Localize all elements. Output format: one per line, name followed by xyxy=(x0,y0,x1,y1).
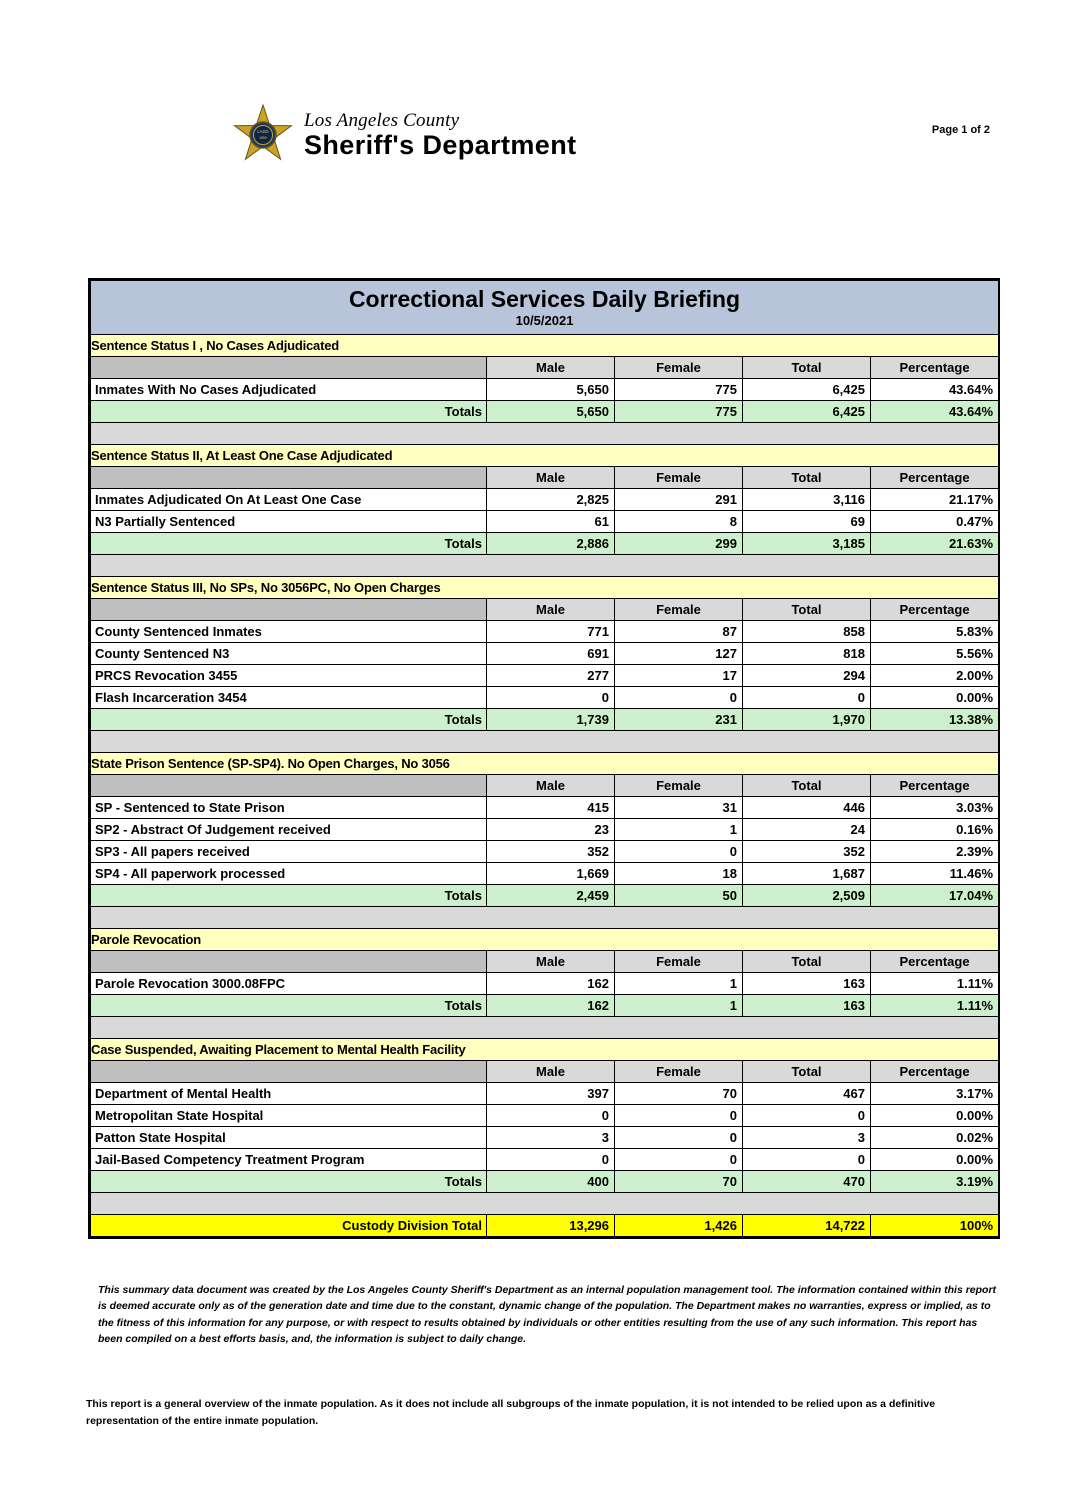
totals-female: 70 xyxy=(615,1170,743,1192)
section-heading xyxy=(91,444,999,466)
column-header-male: Male xyxy=(487,774,615,796)
section-spacer xyxy=(91,730,999,752)
totals-percentage: 21.63% xyxy=(871,532,999,554)
row-percentage: 2.39% xyxy=(871,840,999,862)
row-percentage: 0.16% xyxy=(871,818,999,840)
row-total: 446 xyxy=(743,796,871,818)
row-percentage: 5.56% xyxy=(871,642,999,664)
column-header-total: Total xyxy=(743,1060,871,1082)
row-male: 352 xyxy=(487,840,615,862)
row-percentage: 0.47% xyxy=(871,510,999,532)
totals-female: 775 xyxy=(615,400,743,422)
section-heading xyxy=(91,334,999,356)
column-header-male: Male xyxy=(487,466,615,488)
row-total: 294 xyxy=(743,664,871,686)
totals-total: 3,185 xyxy=(743,532,871,554)
grand-total-label: Custody Division Total xyxy=(91,1214,487,1236)
section-heading-label: Sentence Status II, At Least One Case Adjudicated xyxy=(91,444,999,466)
document-page xyxy=(0,96,1088,1504)
column-header-total: Total xyxy=(743,950,871,972)
table-row xyxy=(91,488,999,510)
row-percentage: 0.00% xyxy=(871,1148,999,1170)
column-header-percentage: Percentage xyxy=(871,598,999,620)
section-heading-label: Sentence Status III, No SPs, No 3056PC, No Open Charges xyxy=(91,576,999,598)
table-row xyxy=(91,972,999,994)
row-male: 3 xyxy=(487,1126,615,1148)
totals-percentage: 17.04% xyxy=(871,884,999,906)
row-male: 0 xyxy=(487,686,615,708)
agency-name xyxy=(304,111,576,159)
totals-total: 2,509 xyxy=(743,884,871,906)
row-female: 775 xyxy=(615,378,743,400)
section-heading xyxy=(91,928,999,950)
column-header-female: Female xyxy=(615,1060,743,1082)
column-header-blank xyxy=(91,598,487,620)
row-female: 0 xyxy=(615,1104,743,1126)
totals-label: Totals xyxy=(91,1170,487,1192)
row-male: 415 xyxy=(487,796,615,818)
column-header-percentage: Percentage xyxy=(871,466,999,488)
row-female: 87 xyxy=(615,620,743,642)
totals-female: 1 xyxy=(615,994,743,1016)
totals-total: 1,970 xyxy=(743,708,871,730)
totals-male: 5,650 xyxy=(487,400,615,422)
row-percentage: 0.00% xyxy=(871,1104,999,1126)
totals-male: 2,886 xyxy=(487,532,615,554)
row-percentage: 1.11% xyxy=(871,972,999,994)
document-header xyxy=(0,96,1088,182)
section-spacer xyxy=(91,906,999,928)
row-label: Department of Mental Health xyxy=(91,1082,487,1104)
section-heading-label: Sentence Status I , No Cases Adjudicated xyxy=(91,334,999,356)
column-header-total: Total xyxy=(743,356,871,378)
row-total: 352 xyxy=(743,840,871,862)
row-label: Inmates Adjudicated On At Least One Case xyxy=(91,488,487,510)
row-female: 0 xyxy=(615,1126,743,1148)
row-total: 3,116 xyxy=(743,488,871,510)
section-spacer xyxy=(91,1016,999,1038)
grand-total-male: 13,296 xyxy=(487,1214,615,1236)
totals-male: 162 xyxy=(487,994,615,1016)
page-number: Page 1 of 2 xyxy=(931,124,990,136)
column-header-percentage: Percentage xyxy=(871,950,999,972)
grand-total-total: 14,722 xyxy=(743,1214,871,1236)
totals-percentage: 13.38% xyxy=(871,708,999,730)
section-spacer xyxy=(91,554,999,576)
totals-row xyxy=(91,1170,999,1192)
row-total: 0 xyxy=(743,686,871,708)
row-label: Parole Revocation 3000.08FPC xyxy=(91,972,487,994)
column-header-percentage: Percentage xyxy=(871,356,999,378)
table-row xyxy=(91,1104,999,1126)
row-label: Metropolitan State Hospital xyxy=(91,1104,487,1126)
column-header-total: Total xyxy=(743,466,871,488)
totals-female: 50 xyxy=(615,884,743,906)
column-header-female: Female xyxy=(615,598,743,620)
totals-total: 163 xyxy=(743,994,871,1016)
totals-label: Totals xyxy=(91,994,487,1016)
column-header-female: Female xyxy=(615,774,743,796)
column-header-total: Total xyxy=(743,598,871,620)
table-row xyxy=(91,1148,999,1170)
totals-row xyxy=(91,532,999,554)
row-percentage: 5.83% xyxy=(871,620,999,642)
row-male: 162 xyxy=(487,972,615,994)
row-total: 163 xyxy=(743,972,871,994)
row-female: 18 xyxy=(615,862,743,884)
row-female: 127 xyxy=(615,642,743,664)
section-heading xyxy=(91,752,999,774)
table-row xyxy=(91,664,999,686)
row-percentage: 11.46% xyxy=(871,862,999,884)
table-row xyxy=(91,378,999,400)
column-header-row xyxy=(91,774,999,796)
agency-county-label: Los Angeles County xyxy=(304,110,460,131)
row-total: 69 xyxy=(743,510,871,532)
totals-percentage: 1.11% xyxy=(871,994,999,1016)
row-female: 17 xyxy=(615,664,743,686)
briefing-table-container xyxy=(88,278,1000,1239)
row-label: N3 Partially Sentenced xyxy=(91,510,487,532)
totals-male: 2,459 xyxy=(487,884,615,906)
row-label: Patton State Hospital xyxy=(91,1126,487,1148)
row-total: 858 xyxy=(743,620,871,642)
row-percentage: 0.02% xyxy=(871,1126,999,1148)
table-row xyxy=(91,642,999,664)
row-percentage: 3.17% xyxy=(871,1082,999,1104)
row-male: 0 xyxy=(487,1104,615,1126)
row-male: 277 xyxy=(487,664,615,686)
row-female: 70 xyxy=(615,1082,743,1104)
row-female: 0 xyxy=(615,840,743,862)
table-row xyxy=(91,510,999,532)
column-header-blank xyxy=(91,356,487,378)
row-label: SP - Sentenced to State Prison xyxy=(91,796,487,818)
row-total: 1,687 xyxy=(743,862,871,884)
table-row xyxy=(91,1126,999,1148)
section-heading-label: State Prison Sentence (SP-SP4). No Open Charges, No 3056 xyxy=(91,752,999,774)
totals-percentage: 3.19% xyxy=(871,1170,999,1192)
table-row xyxy=(91,620,999,642)
row-total: 3 xyxy=(743,1126,871,1148)
section-heading xyxy=(91,576,999,598)
column-header-male: Male xyxy=(487,1060,615,1082)
row-total: 24 xyxy=(743,818,871,840)
column-header-blank xyxy=(91,466,487,488)
totals-label: Totals xyxy=(91,532,487,554)
totals-row xyxy=(91,994,999,1016)
totals-label: Totals xyxy=(91,708,487,730)
row-label: County Sentenced N3 xyxy=(91,642,487,664)
row-label: Flash Incarceration 3454 xyxy=(91,686,487,708)
row-percentage: 3.03% xyxy=(871,796,999,818)
row-percentage: 43.64% xyxy=(871,378,999,400)
column-header-percentage: Percentage xyxy=(871,774,999,796)
row-male: 397 xyxy=(487,1082,615,1104)
svg-text:LASD: LASD xyxy=(257,129,269,134)
table-row xyxy=(91,862,999,884)
column-header-blank xyxy=(91,1060,487,1082)
table-row xyxy=(91,840,999,862)
section-spacer xyxy=(91,422,999,444)
column-header-male: Male xyxy=(487,598,615,620)
disclaimer-primary: This summary data document was created by the Los Angeles County Sheriff's Department as an internal population management tool. The information contained within this report is deemed accurate only as of the generation date and time due to the constant, dynamic change of the population. The Department makes no warranties, express or implied, as to the fitness of this information for any purpose, or with respect to results obtained by individuals or other entities resulting from the use of any such information. This report has been compiled on a best efforts basis, and, the information is subject to daily change. xyxy=(98,1284,997,1345)
totals-row xyxy=(91,884,999,906)
column-header-row xyxy=(91,356,999,378)
column-header-male: Male xyxy=(487,356,615,378)
totals-percentage: 43.64% xyxy=(871,400,999,422)
totals-label: Totals xyxy=(91,884,487,906)
row-total: 467 xyxy=(743,1082,871,1104)
table-row xyxy=(91,818,999,840)
row-female: 1 xyxy=(615,818,743,840)
column-header-row xyxy=(91,950,999,972)
briefing-table xyxy=(90,280,999,1237)
grand-total-percentage: 100% xyxy=(871,1214,999,1236)
column-header-female: Female xyxy=(615,466,743,488)
grand-total-row xyxy=(91,1214,999,1236)
totals-total: 6,425 xyxy=(743,400,871,422)
row-percentage: 2.00% xyxy=(871,664,999,686)
row-percentage: 21.17% xyxy=(871,488,999,510)
row-female: 8 xyxy=(615,510,743,532)
totals-female: 231 xyxy=(615,708,743,730)
row-label: SP4 - All paperwork processed xyxy=(91,862,487,884)
row-male: 0 xyxy=(487,1148,615,1170)
report-date: 10/5/2021 xyxy=(515,313,574,329)
table-row xyxy=(91,796,999,818)
row-total: 818 xyxy=(743,642,871,664)
row-label: Inmates With No Cases Adjudicated xyxy=(91,378,487,400)
row-female: 0 xyxy=(615,686,743,708)
row-total: 0 xyxy=(743,1148,871,1170)
disclaimer-secondary: This report is a general overview of the inmate population. As it does not include all subgroups of the inmate population, it is not intended to be relied upon as a definitive representation of the entire inmate population. xyxy=(86,1398,936,1427)
agency-logo-block xyxy=(232,104,576,166)
row-female: 31 xyxy=(615,796,743,818)
row-male: 771 xyxy=(487,620,615,642)
section-heading-label: Parole Revocation xyxy=(91,928,999,950)
row-label: SP3 - All papers received xyxy=(91,840,487,862)
column-header-total: Total xyxy=(743,774,871,796)
row-female: 0 xyxy=(615,1148,743,1170)
row-female: 1 xyxy=(615,972,743,994)
column-header-blank xyxy=(91,774,487,796)
column-header-row xyxy=(91,466,999,488)
column-header-male: Male xyxy=(487,950,615,972)
row-total: 6,425 xyxy=(743,378,871,400)
page-title: Correctional Services Daily Briefing xyxy=(348,286,741,312)
agency-department-label: Sheriff's Department xyxy=(304,130,577,160)
totals-male: 400 xyxy=(487,1170,615,1192)
totals-row xyxy=(91,400,999,422)
totals-total: 470 xyxy=(743,1170,871,1192)
column-header-row xyxy=(91,1060,999,1082)
table-row xyxy=(91,686,999,708)
row-female: 291 xyxy=(615,488,743,510)
row-percentage: 0.00% xyxy=(871,686,999,708)
table-row xyxy=(91,1082,999,1104)
row-male: 61 xyxy=(487,510,615,532)
row-male: 691 xyxy=(487,642,615,664)
column-header-female: Female xyxy=(615,950,743,972)
grand-total-female: 1,426 xyxy=(615,1214,743,1236)
row-label: PRCS Revocation 3455 xyxy=(91,664,487,686)
totals-label: Totals xyxy=(91,400,487,422)
svg-text:1850: 1850 xyxy=(259,136,267,140)
column-header-blank xyxy=(91,950,487,972)
column-header-percentage: Percentage xyxy=(871,1060,999,1082)
totals-male: 1,739 xyxy=(487,708,615,730)
row-male: 2,825 xyxy=(487,488,615,510)
row-label: Jail-Based Competency Treatment Program xyxy=(91,1148,487,1170)
section-spacer xyxy=(91,1192,999,1214)
report-title-row xyxy=(91,281,999,335)
row-male: 5,650 xyxy=(487,378,615,400)
column-header-row xyxy=(91,598,999,620)
section-heading xyxy=(91,1038,999,1060)
row-total: 0 xyxy=(743,1104,871,1126)
row-male: 1,669 xyxy=(487,862,615,884)
section-heading-label: Case Suspended, Awaiting Placement to Mental Health Facility xyxy=(91,1038,999,1060)
row-label: SP2 - Abstract Of Judgement received xyxy=(91,818,487,840)
totals-row xyxy=(91,708,999,730)
column-header-female: Female xyxy=(615,356,743,378)
row-label: County Sentenced Inmates xyxy=(91,620,487,642)
totals-female: 299 xyxy=(615,532,743,554)
row-male: 23 xyxy=(487,818,615,840)
sheriff-star-badge-icon xyxy=(232,104,294,166)
